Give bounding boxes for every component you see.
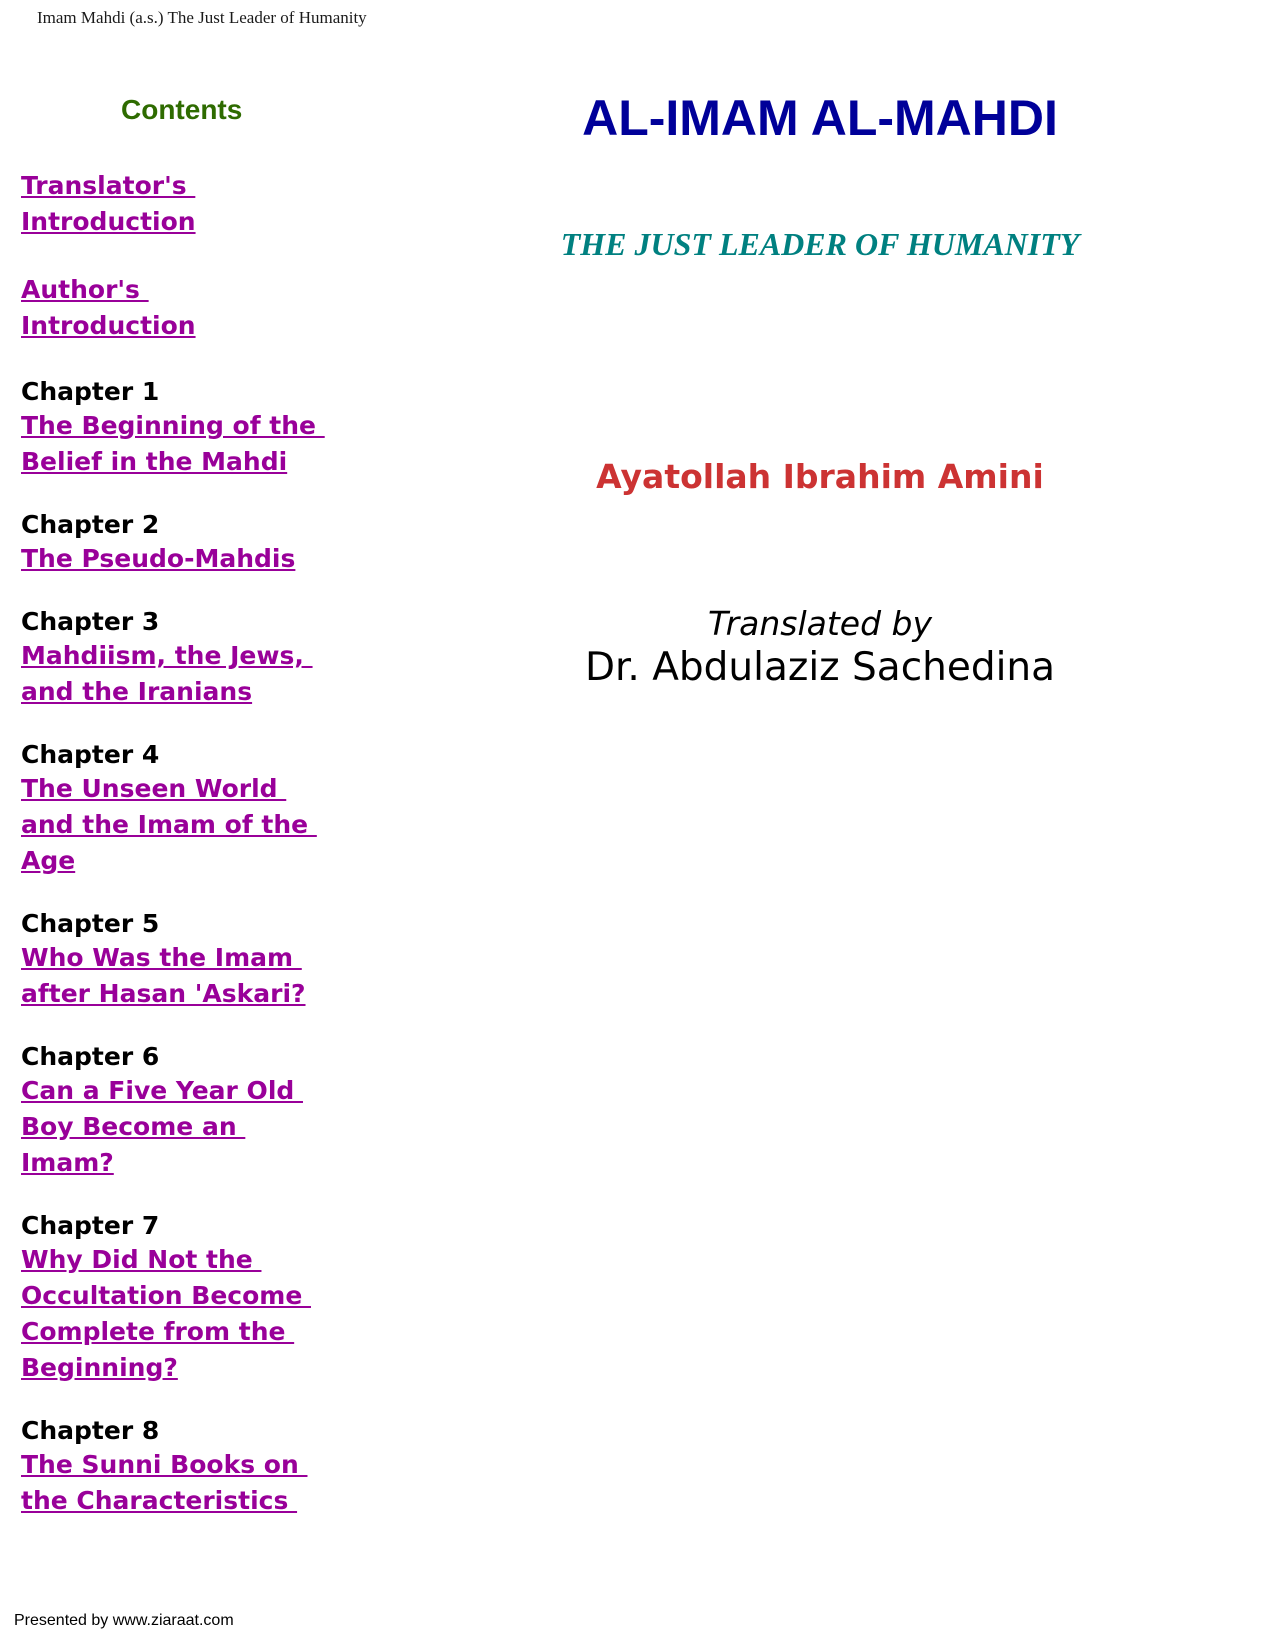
toc-entry	[21, 908, 381, 1012]
running-header: Imam Mahdi (a.s.) The Just Leader of Humanity	[37, 8, 367, 27]
author-name: Ayatollah Ibrahim Amini	[596, 457, 1044, 496]
chapter-label: Chapter 8	[21, 1416, 160, 1445]
toc-entry	[21, 739, 381, 879]
toc-entry	[21, 606, 381, 710]
toc-entry	[21, 272, 381, 344]
toc-link-chapter-2[interactable]: The Pseudo-Mahdis	[21, 544, 296, 573]
chapter-label: Chapter 5	[21, 909, 160, 938]
toc-link-chapter-5[interactable]: Who Was the Imam after Hasan 'Askari?	[21, 943, 306, 1008]
toc-entry	[21, 1415, 381, 1519]
chapter-label: Chapter 3	[21, 607, 160, 636]
book-title: AL-IMAM AL-MAHDI	[582, 90, 1058, 146]
translator-name: Dr. Abdulaziz Sachedina	[584, 645, 1056, 690]
toc-link-chapter-4[interactable]: The Unseen World and the Imam of the Age	[21, 774, 309, 875]
chapter-label: Chapter 7	[21, 1211, 160, 1240]
toc-entry	[21, 376, 381, 480]
toc-entry	[21, 509, 381, 577]
toc-link-translators-introduction[interactable]: Translator's Introduction	[21, 171, 196, 236]
chapter-label: Chapter 4	[21, 740, 160, 769]
chapter-label: Chapter 6	[21, 1042, 160, 1071]
contents-heading: Contents	[121, 94, 243, 125]
toc-entry	[21, 1210, 381, 1386]
toc-entry	[21, 1041, 381, 1181]
chapter-label: Chapter 2	[21, 510, 160, 539]
toc-link-authors-introduction[interactable]: Author's Introduction	[21, 275, 196, 340]
toc-link-chapter-8[interactable]: The Sunni Books on the Characteristics	[21, 1450, 299, 1515]
translated-by-label: Translated by	[707, 604, 933, 643]
toc-entry	[21, 168, 381, 240]
table-of-contents	[21, 94, 381, 1548]
book-subtitle: THE JUST LEADER OF HUMANITY	[560, 226, 1080, 262]
toc-link-chapter-3[interactable]: Mahdiism, the Jews, and the Iranians	[21, 641, 304, 706]
toc-link-chapter-1[interactable]: The Beginning of the Belief in the Mahdi	[21, 411, 317, 476]
footer-credit: Presented by www.ziaraat.com	[14, 1612, 234, 1629]
toc-link-chapter-6[interactable]: Can a Five Year Old Boy Become an Imam?	[21, 1076, 295, 1177]
chapter-label: Chapter 1	[21, 377, 160, 406]
toc-link-chapter-7[interactable]: Why Did Not the Occultation Become Complete from the Beginning?	[21, 1245, 303, 1382]
title-page	[440, 88, 1200, 691]
